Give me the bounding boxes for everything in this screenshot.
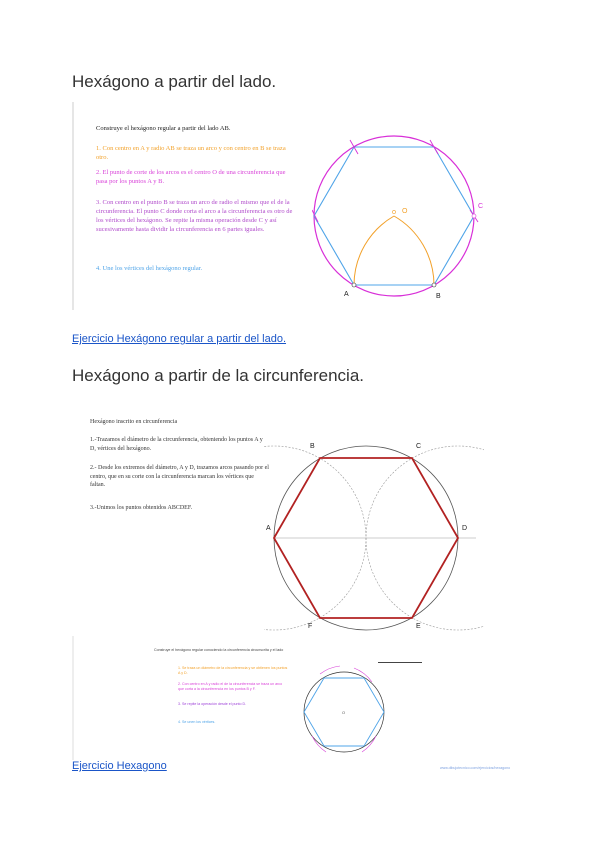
label-f: F [308, 623, 313, 630]
hexagon-from-circle-drawing [264, 430, 484, 634]
source-fineprint[interactable]: www.dibujotecnico.com/ejercicios/hexagono [440, 766, 511, 770]
arc-from-a [394, 216, 434, 285]
step-3: 3.-Unimos los puntos obtenidos ABCDEF. [90, 505, 193, 511]
figure-hexagon-exercise [72, 636, 532, 760]
center-label: O [342, 710, 346, 715]
figure-title: Hexágono inscrito en circunferencia [90, 419, 178, 425]
heading-hexagon-from-circle: Hexágono a partir de la circunferencia. [72, 366, 364, 385]
step-2: 2.- Desde los extremos del diámetro, A y D, trazamos arcos pasando por el centro, que en su corte con la circunferencia marcan los vértices que faltan. [90, 465, 269, 488]
label-c: C [416, 443, 422, 450]
label-a: A [266, 525, 271, 532]
link-hexagon-from-side-exercise[interactable]: Ejercicio Hexágono regular a partir del lado. [72, 333, 287, 345]
hexagon-from-side-drawing [312, 126, 498, 308]
heading-hexagon-from-side: Hexágono a partir del lado. [72, 72, 277, 91]
step-1: 1. Con centro en A y radio AB se traza un arco y con centro en B se traza otro. [96, 145, 286, 161]
step-4: 4. Se unen los vértices. [178, 720, 216, 724]
label-d: D [462, 525, 468, 532]
figure-title: Construye el hexágono regular conociendo la circunferencia circunscrita y el lado [154, 648, 284, 652]
label-b: B [310, 443, 315, 450]
label-o: O [402, 208, 408, 215]
arc-from-b [354, 216, 394, 285]
figure-hexagon-from-side [72, 102, 496, 310]
label-c: C [478, 203, 484, 210]
figure-hexagon-from-circle [84, 408, 484, 634]
label-a: A [344, 291, 349, 298]
label-e: E [416, 623, 421, 630]
label-b: B [436, 293, 441, 300]
step-3: 3. Con centro en el punto B se traza un arco de radio el mismo que el de la circunferencia. El punto C donde corta el arco a la circunferencia es otro de los vértices del hexágono. Se repite la misma operación desde C y así sucesivamente hasta dividir la circunferencia en 6 partes iguales. [96, 199, 293, 233]
step-4: 4. Une los vértices del hexágono regular. [96, 265, 203, 272]
link-hexagon-exercise[interactable]: Ejercicio Hexagono [72, 760, 167, 772]
step-1: 1.-Trazamos el diámetro de la circunferencia, obteniendo los puntos A y D, vértices del hexágono. [90, 437, 263, 452]
hexagon-exercise-drawing [292, 662, 396, 760]
figure-title: Construye el hexágono regular a partir del lado AB. [96, 125, 231, 132]
step-2: 2. El punto de corte de los arcos es el centro O de una circunferencia que pasa por los puntos A y B. [96, 169, 286, 185]
step-2: 2. Con centro en A y radio el de la circunferencia se traza un arco que corta a la circunferencia en los puntos B y F. [178, 682, 283, 691]
step-1: 1. Se traza un diámetro de la circunferencia y se obtienen los puntos A y D. [178, 666, 288, 675]
step-3: 3. Se repite la operación desde el punto D. [178, 702, 247, 706]
